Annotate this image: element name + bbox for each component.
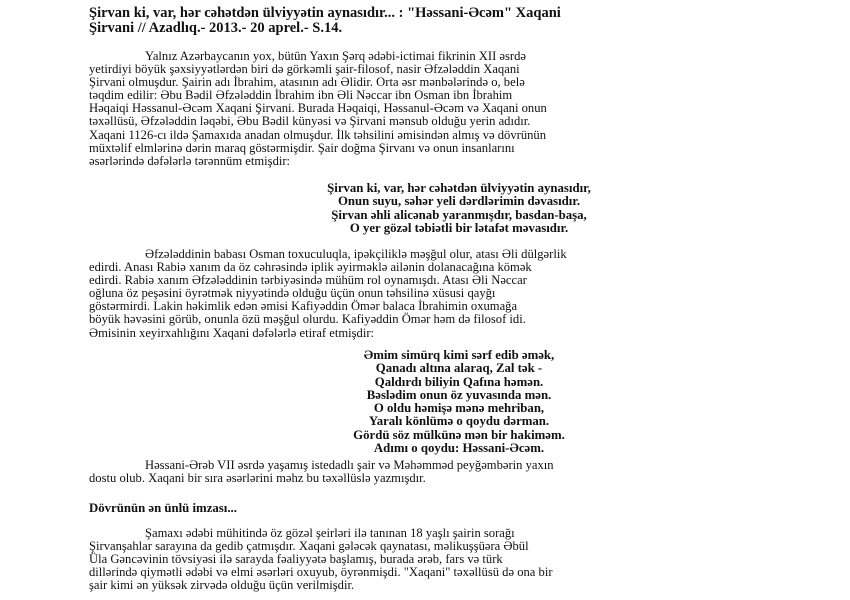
paragraph-line: yetirdiyi böyük şəxsiyyətlərdən biri də görkəmli şair-filosof, nasir Əfzələddin Xaqani [89,62,520,77]
poem-uncle [89,349,829,455]
paragraph-line: dostu olub. Xaqani bir sıra əsərlərini məhz bu təxəllüslə yazmışdır. [89,471,426,486]
poem-line: O oldu həmişə mənə mehriban, [373,401,545,416]
citation-line-1: Şirvan ki, var, hər cəhətdən ülviyyətin aynasıdır... : "Həssani-Əcəm" Xaqani [89,5,561,21]
citation-header [89,6,789,36]
poem-line: O yer gözəl təbiətli bir lətafət məvasıdır. [349,220,569,235]
citation-line-2: Şirvani // Azadlıq.- 2013.- 20 aprel.- S.14. [89,20,343,36]
poem-line: Adımı o qoydu: Həssani-Əcəm. [373,441,545,456]
paragraph-line: Əfzələddinin babası Osman toxuculuqla, ipəkçiliklə məşğul olur, atası Əli dülgərlik [145,247,567,261]
paragraph-line: böyük həvəsini görüb, onunla özü məşğul olurdu. Kafiyəddin Ömər həm də filosof idi. [89,312,526,327]
paragraph-line: oğluna öz peşəsini öyrətmək niyyətində olduğu üçün onun təhsilinə xüsusi qayğı [89,286,496,301]
section-subheading: Dövrünün ən ünlü imzası... [89,501,237,515]
paragraph-line: təxəllüsü, Əfzələddin ləqəbi, Əbu Bədil künyəsi və Şirvani mənsub olduğu yerin adıdır. [89,114,531,129]
paragraph-line: Şirvanşahlar sarayına da gedib çatmışdır. Xaqani gələcək qaynatası, məlikuşşüəra Əbül [89,539,529,554]
paragraph-line: edirdi. Rabiə xanım Əfzələddinin tərbiyəsində mühüm rol oynamışdı. Atası Əli Nəccar [89,273,527,288]
paragraph-line: Şamaxı ədəbi mühitində öz gözəl şeirləri ilə tanınan 18 yaşlı şairin sorağı [145,526,515,540]
poem-line: Bəslədim onun öz yuvasında mən. [366,387,552,402]
poem-line: Əmim simürq kimi sərf edib əmək, [363,348,555,362]
paragraph-line: göstərmirdi. Lakin həkimlik edən əmisi Kafiyəddin Ömər balaca İbrahimin oxumağa [89,299,518,314]
paragraph-line: Həqaiqi Həssanul-Əcəm Xaqani Şirvani. Burada Həqaiqi, Həssanul-Əcəm və Xaqani onun [89,101,547,116]
paragraph-family [89,248,829,340]
paragraph-line: Xaqani 1126-cı ildə Şamaxıda anadan olmuşdur. İlk təhsilini əmisindən almış və dövrünün [89,127,547,142]
paragraph-line: dillərində qiymətli ədəbi və elmi əsərləri oxuyub, öyrənmişdi. "Xaqani" təxəllüsü də ona bir [89,565,553,580]
poem-shirvan [89,182,829,235]
paragraph-line: əsərlərində dəfələrlə tərənnüm etmişdir: [89,153,291,168]
poem-line: Yaralı könlümə o qoydu dərman. [368,414,550,429]
paragraph-hassan [89,459,829,485]
paragraph-intro [89,50,829,168]
poem-line: Qanadı altına alaraq, Zal tək - [375,361,543,376]
poem-line: Gördü söz mülkünə mən bir hakiməm. [353,427,565,442]
paragraph-line: Əmisinin xeyirxahlığını Xaqani dəfələrlə etiraf etmişdir: [89,325,375,340]
poem-line: Qaldırdı biliyin Qafına həmən. [374,374,544,389]
paragraph-line: Şirvani olmuşdur. Şairin adı İbrahim, atasının adı Əlidir. Orta əsr mənbələrində o, belə [89,75,525,90]
paragraph-court [89,527,829,592]
paragraph-line: Həssani-Ərəb VII əsrdə yaşamış istedadlı şair və Məhəmməd peyğəmbərin yaxın [145,458,554,472]
poem-line: Şirvan əhli alicənab yaranmışdır, basdan-başa, [331,207,587,222]
paragraph-line: Üla Gəncəvinin tövsiyəsi ilə sarayda fəaliyyətə başlamış, burada ərəb, fars və türk [89,552,503,567]
paragraph-line: təqdim edilir: Əbu Bədil Əfzələddin İbrahim ibn Əli Nəccar ibn Osman ibn İbrahim [89,88,513,103]
paragraph-line: şair kimi ən yüksək zirvədə olduğu üçün verilmişdir. [89,578,355,593]
paragraph-line: Yalnız Azərbaycanın yox, bütün Yaxın Şərq ədəbi-ictimai fikrinin XII əsrdə [145,49,526,63]
poem-line: Şirvan ki, var, hər cəhətdən ülviyyətin aynasıdır, [327,181,591,195]
paragraph-line: edirdi. Anası Rabiə xanım da öz cəhrəsində iplik əyirməklə ailənin dolanacağına kömək [89,260,532,275]
paragraph-line: müxtəlif elmlərinə dərin maraq göstərmişdir. Şair doğma Şirvanı və onun insanlarını [89,140,515,155]
poem-line: Onun suyu, səhər yeli dərdlərimin dəvasıdır. [337,194,581,209]
